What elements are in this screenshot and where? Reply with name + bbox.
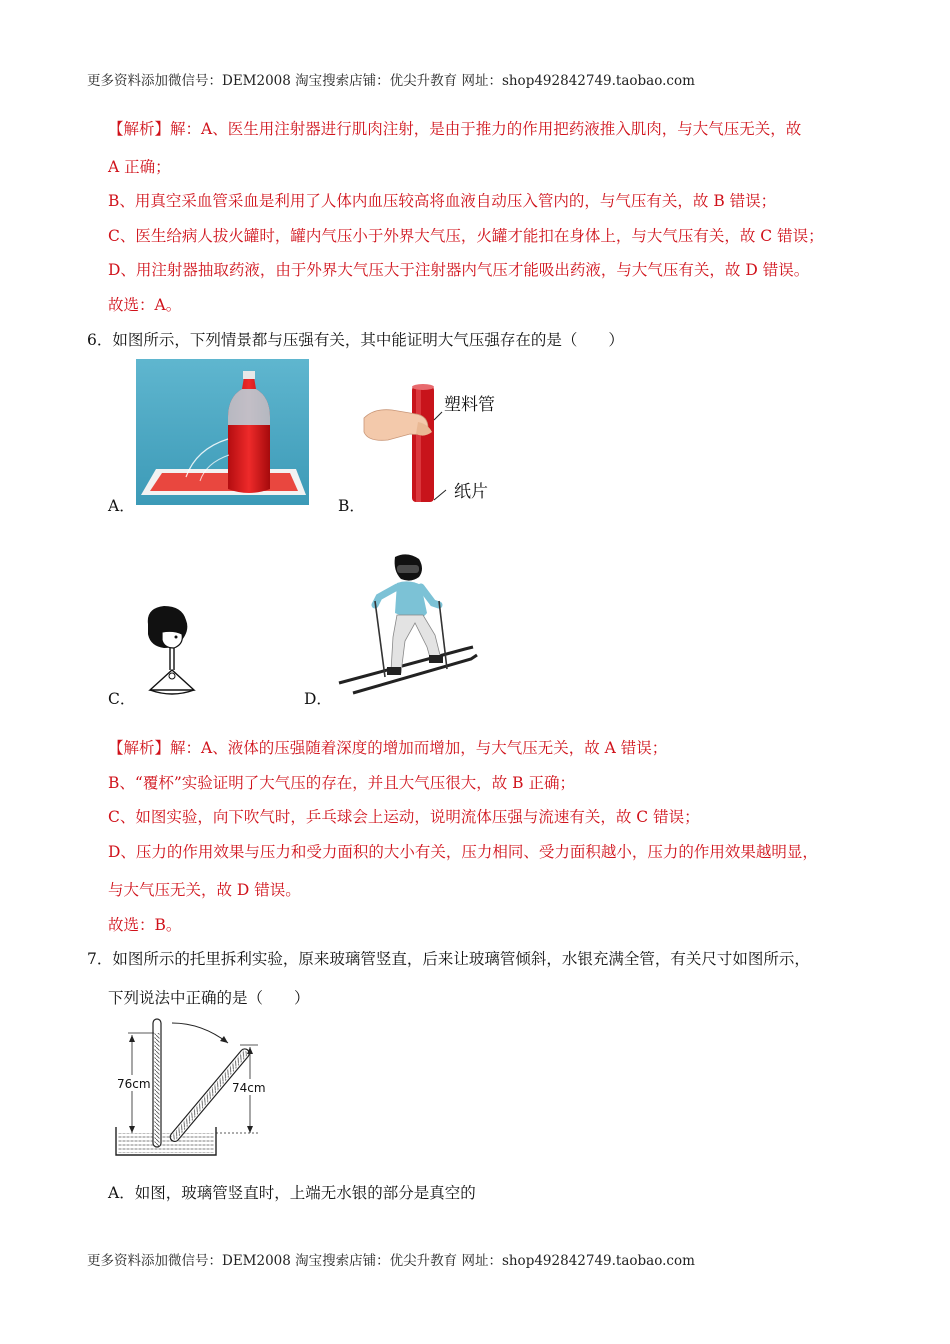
q7-stem-line2: 下列说法中正确的是（ ） xyxy=(108,989,310,1007)
q6-answer: 故选：B。 xyxy=(108,916,182,934)
option-a-label: A． xyxy=(108,497,135,515)
q5-analysis-line1 xyxy=(108,117,801,139)
figure-torricelli-image xyxy=(112,1015,272,1159)
page-header: 更多资料添加微信号：DEM2008 淘宝搜索店铺：优尖升教育 网址：shop492842749.taobao.com xyxy=(87,73,695,89)
q6-analysis-line5: 与大气压无关，故 D 错误。 xyxy=(108,881,301,899)
q6-analysis-line2: B、“覆杯”实验证明了大气压的存在，并且大气压很大，故 B 正确； xyxy=(108,774,575,792)
tube-label: 塑料管 xyxy=(444,395,495,415)
page-footer: 更多资料添加微信号：DEM2008 淘宝搜索店铺：优尖升教育 网址：shop492842749.taobao.com xyxy=(87,1253,695,1269)
q6-analysis-line1 xyxy=(108,736,667,758)
q5-analysis-line2: A 正确； xyxy=(108,158,171,176)
q5-analysis-line5: D、用注射器抽取药液，由于外界大气压大于注射器内气压才能吸出药液，与大气压有关，故 D 错误。 xyxy=(108,261,810,279)
q5-answer: 故选：A。 xyxy=(108,296,182,314)
analysis-tag: 【解析】 xyxy=(108,739,171,757)
height-74-label: 74cm xyxy=(232,1081,266,1095)
q7-stem-line1: 7．如图所示的托里拆利实验，原来玻璃管竖直，后来让玻璃管倾斜，水银充满全管，有关尺寸如图所示， xyxy=(87,950,810,968)
q5-analysis-line3: B、用真空采血管采血是利用了人体内血压较高将血液自动压入管内的，与气压有关，故 B 错误； xyxy=(108,192,777,210)
option-c-label: C． xyxy=(108,690,136,708)
height-76-label: 76cm xyxy=(117,1077,151,1091)
figure-c-funnel-image xyxy=(136,604,196,698)
q6-analysis-line4: D、压力的作用效果与压力和受力面积的大小有关，压力相同、受力面积越小，压力的作用效果越明显， xyxy=(108,843,818,861)
q6-analysis-line3: C、如图实验，向下吹气时，乒乓球会上运动，说明流体压强与流速有关，故 C 错误； xyxy=(108,808,700,826)
analysis-tag: 【解析】 xyxy=(108,120,171,138)
q5-analysis-line4: C、医生给病人拔火罐时，罐内气压小于外界大气压，火罐才能扣在身体上，与大气压有关，故 C 错误； xyxy=(108,227,824,245)
q7-option-a: A．如图，玻璃管竖直时，上端无水银的部分是真空的 xyxy=(108,1184,476,1202)
q6-stem: 6．如图所示，下列情景都与压强有关，其中能证明大气压强存在的是（ ） xyxy=(87,331,624,349)
paper-label: 纸片 xyxy=(454,482,488,502)
figure-b-tube-image xyxy=(362,382,502,508)
option-d-label: D． xyxy=(304,690,332,708)
q5-analysis-text1: 解：A、医生用注射器进行肌肉注射，是由于推力的作用把药液推入肌肉，与大气压无关，故 xyxy=(170,120,802,138)
option-b-label: B． xyxy=(338,497,365,515)
figure-a-bottle-image xyxy=(136,359,309,505)
q6-analysis-text1: 解：A、液体的压强随着深度的增加而增加，与大气压无关，故 A 错误； xyxy=(170,739,668,757)
figure-d-skier-image xyxy=(335,549,479,697)
